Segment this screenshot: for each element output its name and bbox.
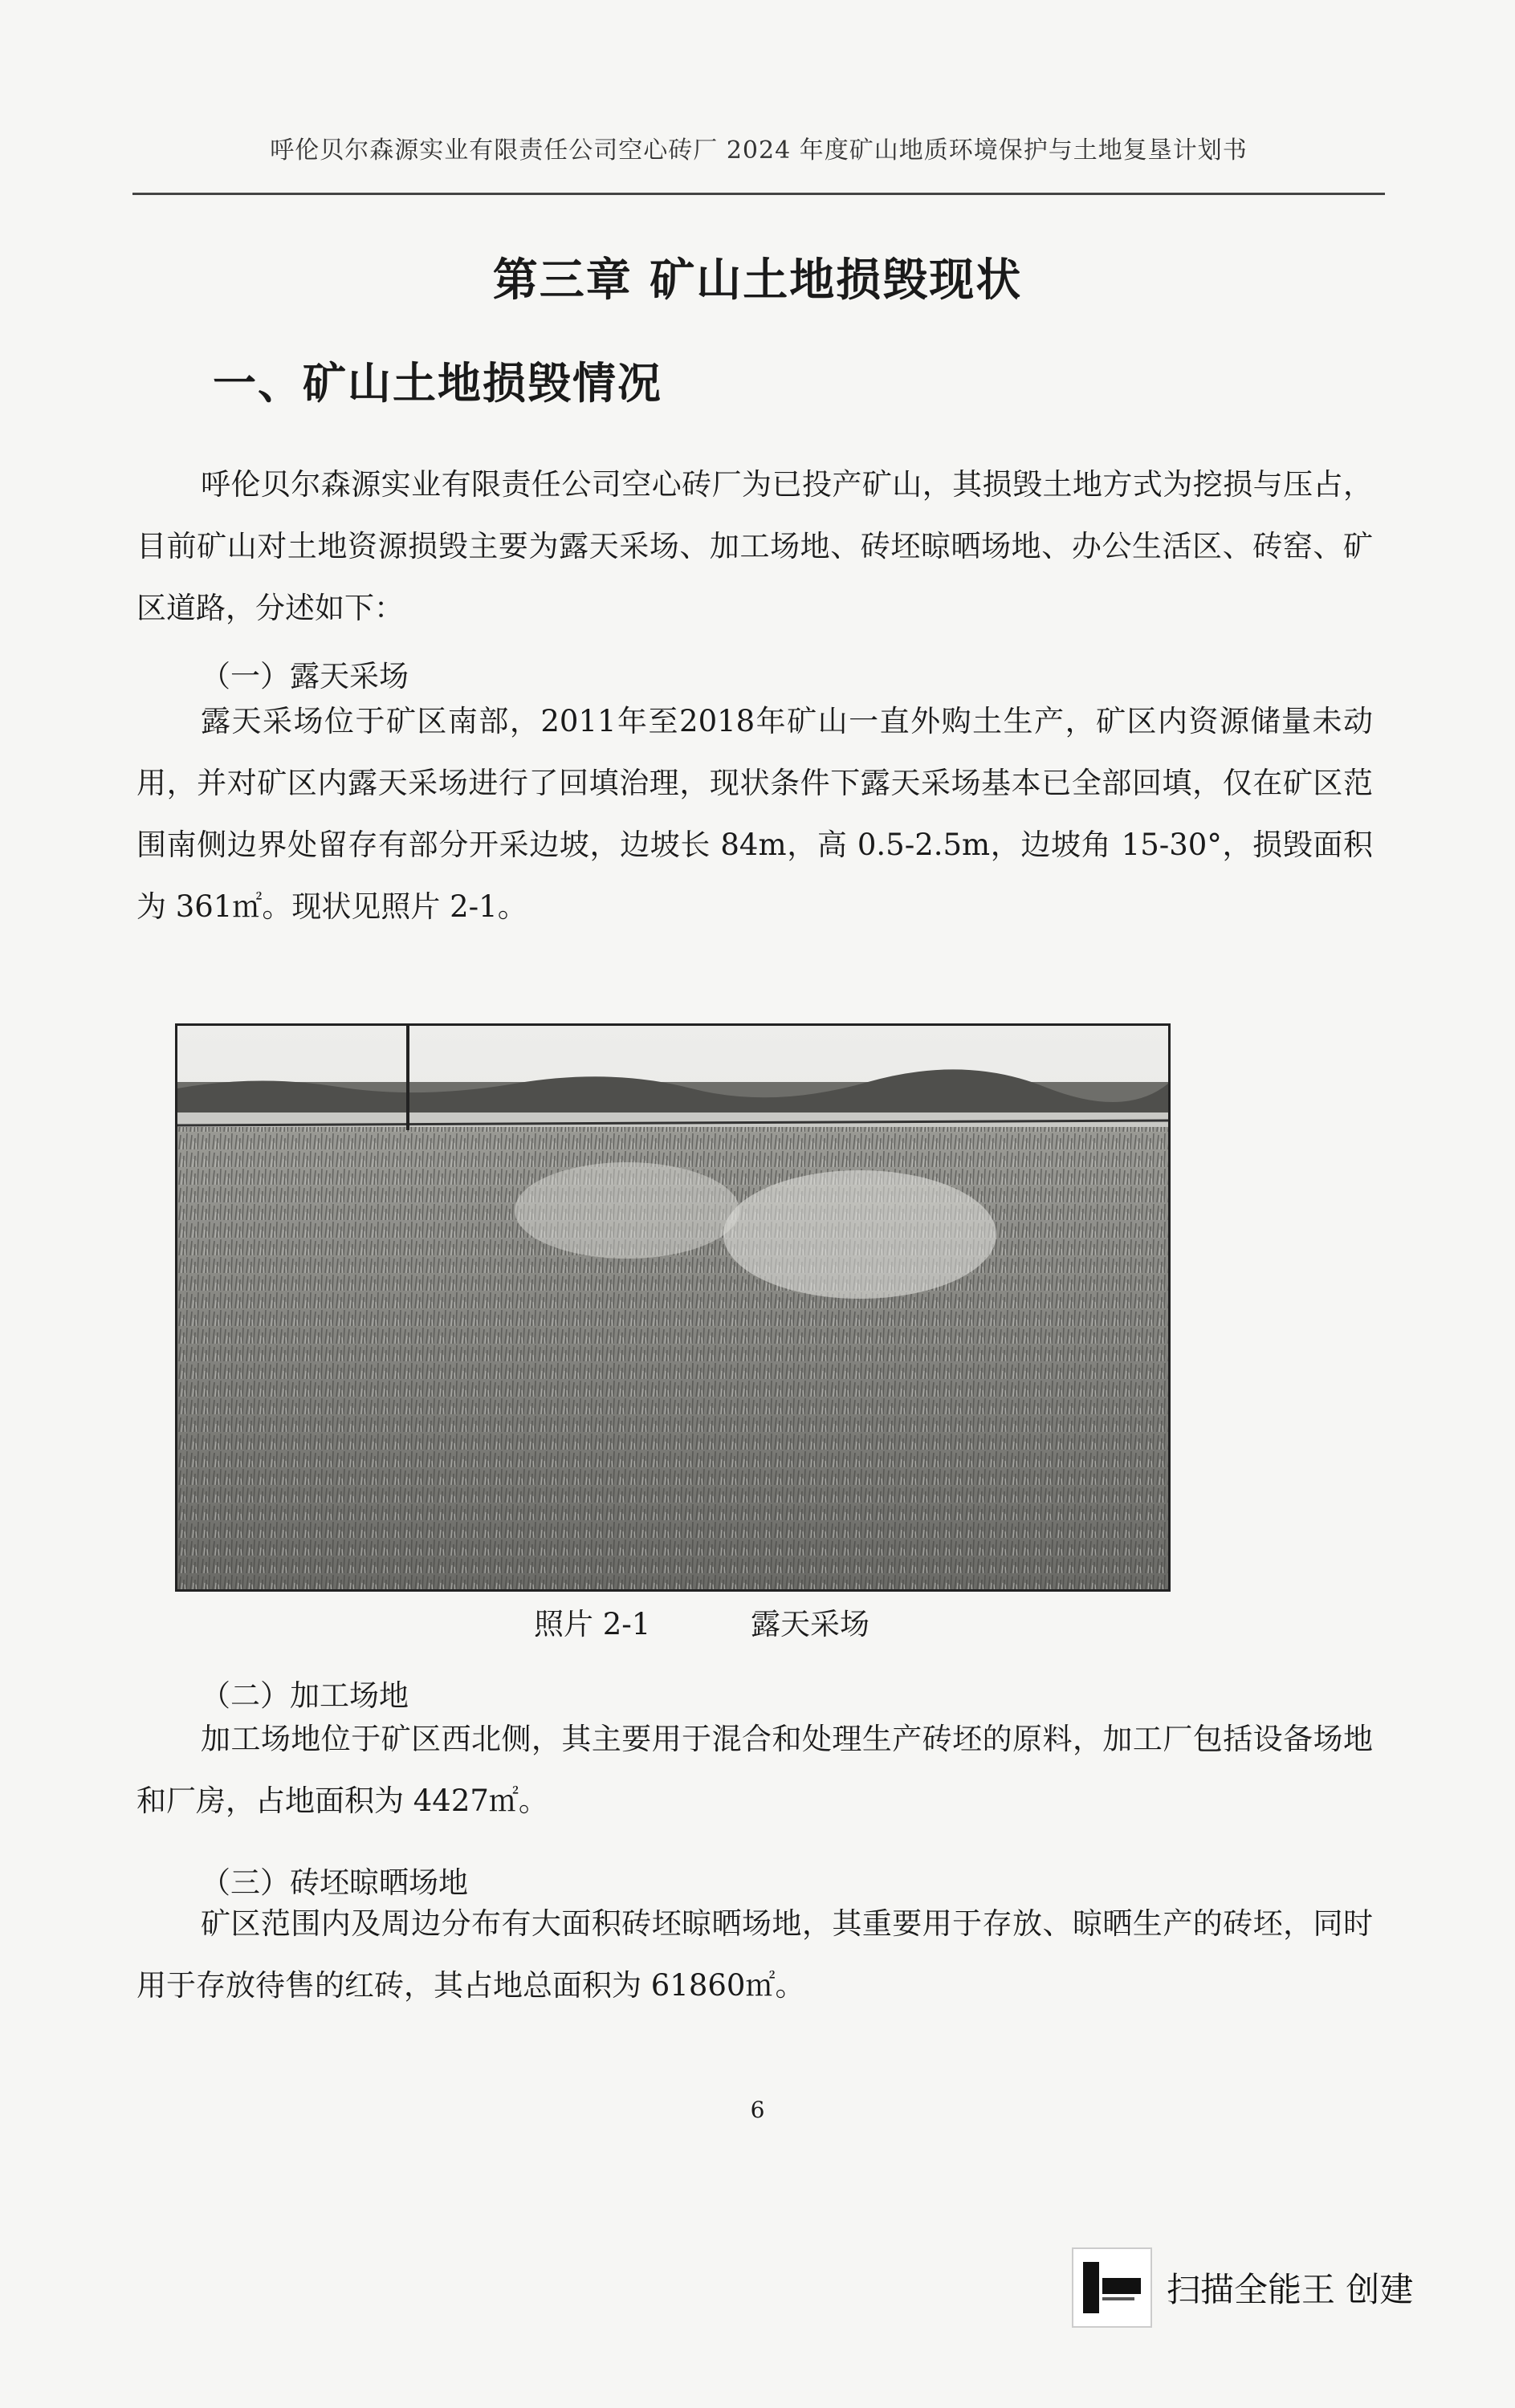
drying-paragraph: 矿区范围内及周边分布有大面积砖坯晾晒场地，其重要用于存放、晾晒生产的砖坯，同时用于存放待售的红砖，其占地总面积为 61860㎡。 — [136, 1906, 1373, 2003]
section-title: 一、矿山土地损毁情况 — [213, 357, 662, 409]
subsection-processing-heading: （二）加工场地 — [201, 1678, 409, 1713]
running-header: 呼伦贝尔森源实业有限责任公司空心砖厂 2024 年度矿山地质环境保护与土地复垦计划书 — [270, 136, 1248, 165]
watermark-text: 扫描全能王 创建 — [1167, 2270, 1414, 2309]
intro-paragraph: 呼伦贝尔森源实业有限责任公司空心砖厂为已投产矿山，其损毁土地方式为挖损与压占，目前矿山对土地资源损毁主要为露天采场、加工场地、砖坯晾晒场地、办公生活区、砖窑、矿区道路，分述如下： — [136, 467, 1373, 625]
open-pit-photo — [175, 1023, 1171, 1592]
scanner-watermark — [1072, 2247, 1413, 2328]
chapter-title: 第三章 矿山土地损毁现状 — [492, 254, 1023, 307]
processing-paragraph: 加工场地位于矿区西北侧，其主要用于混合和处理生产砖坯的原料，加工厂包括设备场地和厂房，占地面积为 4427㎡。 — [136, 1722, 1373, 1818]
photo-caption-text: 露天采场 — [751, 1607, 869, 1641]
open-pit-paragraph: 露天采场位于矿区南部，2011年至2018年矿山一直外购土生产，矿区内资源储量未动用，并对矿区内露天采场进行了回填治理，现状条件下露天采场基本已全部回填，仅在矿区范围南侧边界处留存有部分开采边坡，边坡长 84m，高 0.5-2.5m，边坡角 15-30°，损毁面积为 361㎡。现状见照片 2-1。 — [136, 704, 1373, 924]
header-divider — [132, 193, 1385, 195]
field-photo-image — [177, 1026, 1168, 1589]
page-number: 6 — [750, 2097, 765, 2123]
subsection-open-pit-heading: （一）露天采场 — [201, 659, 409, 694]
camscanner-logo-icon — [1072, 2247, 1152, 2328]
photo-caption-number: 照片 2-1 — [534, 1607, 651, 1641]
subsection-drying-heading: （三）砖坯晾晒场地 — [201, 1865, 468, 1900]
